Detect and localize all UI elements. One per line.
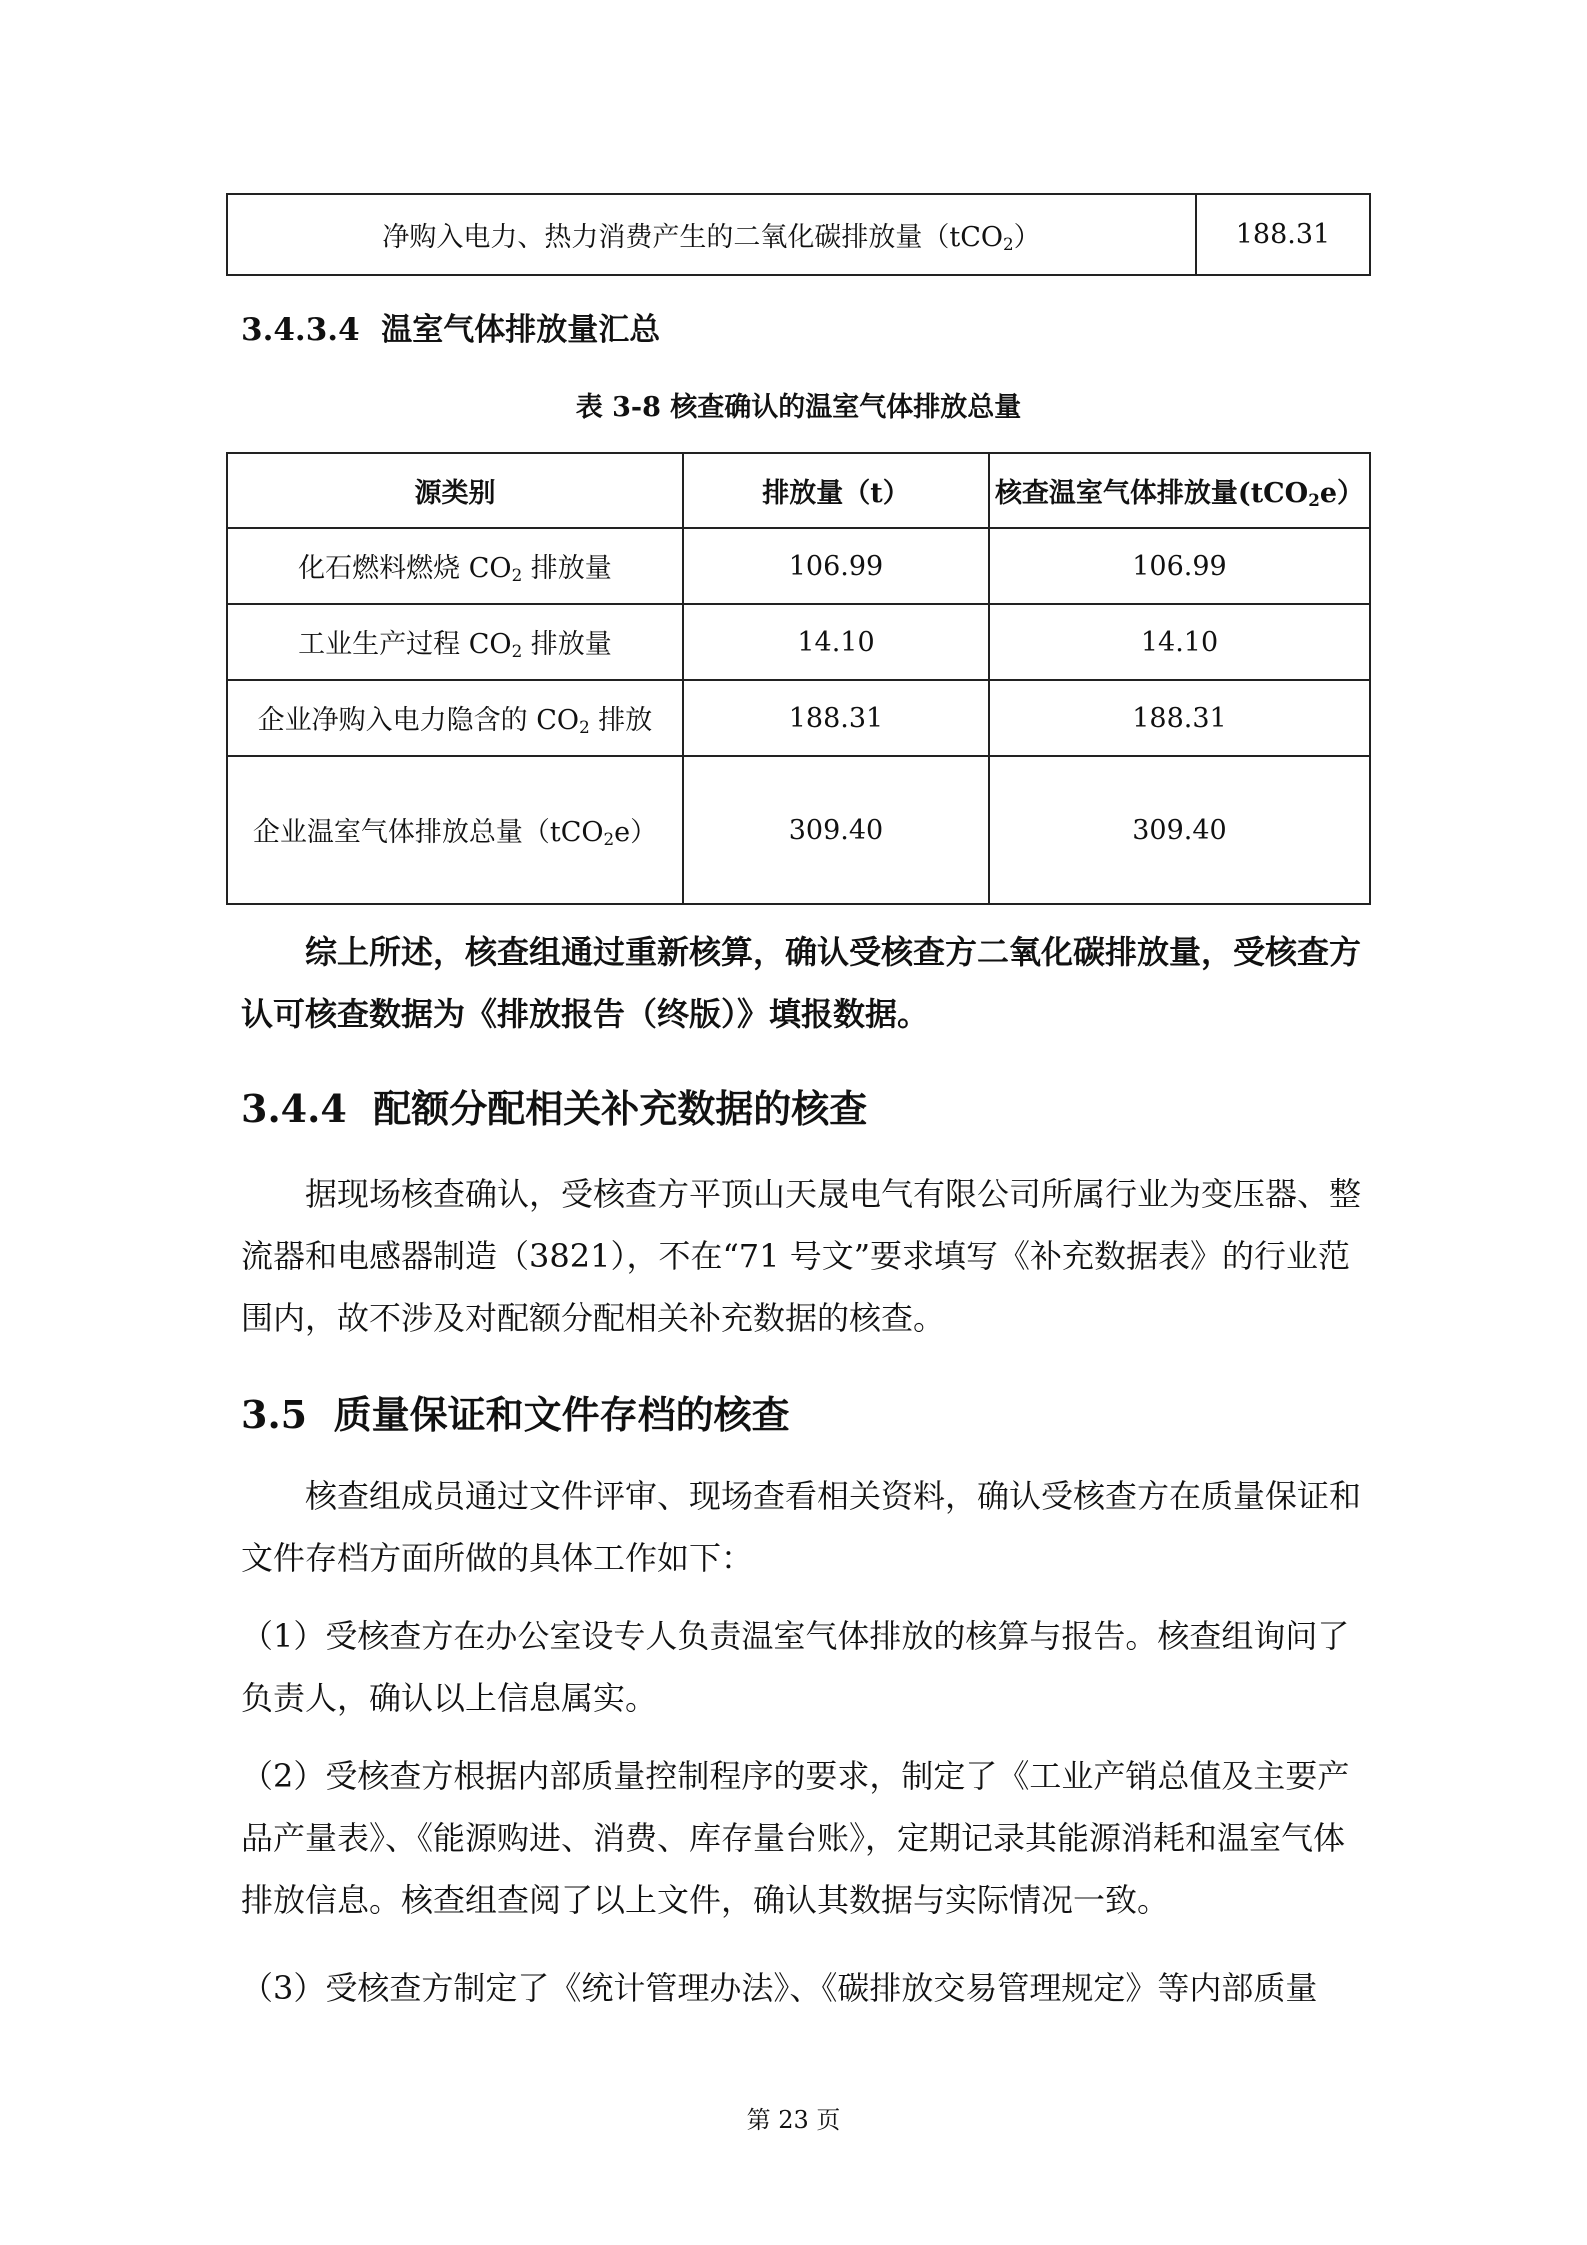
table-row <box>227 756 1370 904</box>
table-caption: 表 3-8 核查确认的温室气体排放总量 <box>575 392 1022 423</box>
list-item: （3）受核查方制定了《统计管理办法》、《碳排放交易管理规定》等内部质量 <box>241 1969 1318 2007</box>
row-verified: 188.31 <box>989 680 1370 756</box>
row-source: 化石燃料燃烧 $CO_2$ 排放量 <box>227 528 683 604</box>
list-item: （1）受核查方在办公室设专人负责温室气体排放的核算与报告。核查组询问了负责人，确认以上信息属实。 <box>241 1617 1350 1717</box>
row-verified: 106.99 <box>989 528 1370 604</box>
header-source: 源类别 <box>227 453 683 528</box>
list-item: （2）受核查方根据内部质量控制程序的要求，制定了《工业产销总值及主要产品产量表》、《能源购进、消费、库存量台账》，定期记录其能源消耗和温室气体排放信息。核查组查阅了以上文件，确认其数据与实际情况一致。 <box>241 1757 1350 1919</box>
top-table-label-cell: 净购入电力、热力消费产生的二氧化碳排放量（tCO$_2$） <box>227 194 1196 275</box>
header-verified: 核查温室气体排放量(tCO$_2$e） <box>989 453 1370 528</box>
table-row <box>227 528 1370 604</box>
row-emission: 106.99 <box>683 528 989 604</box>
row-verified: 309.40 <box>989 756 1370 904</box>
row-emission: 188.31 <box>683 680 989 756</box>
row-source: 工业生产过程 $CO_2$ 排放量 <box>227 604 683 680</box>
page-number: 23 <box>778 2106 809 2134</box>
section-344-heading: 3.4.4 配额分配相关补充数据的核查 <box>241 1086 868 1131</box>
row-emission: 309.40 <box>683 756 989 904</box>
top-table-value-cell: 188.31 <box>1196 194 1370 275</box>
row-emission: 14.10 <box>683 604 989 680</box>
row-source: 企业净购入电力隐含的 $CO_2$ 排放 <box>227 680 683 756</box>
section-344-body: 据现场核查确认，受核查方平顶山天晟电气有限公司所属行业为变压器、整流器和电感器制造（3821），不在“71 号文”要求填写《补充数据表》的行业范围内，故不涉及对配额分配相关补充数据的核查。 <box>241 1175 1362 1337</box>
row-verified: 14.10 <box>989 604 1370 680</box>
conclusion-paragraph: 综上所述，核查组通过重新核算，确认受核查方二氧化碳排放量，受核查方认可核查数据为《排放报告（终版）》填报数据。 <box>241 933 1362 1033</box>
section-35-heading: 3.5 质量保证和文件存档的核查 <box>241 1392 790 1437</box>
summary-table <box>226 452 1371 905</box>
top-table <box>226 193 1371 276</box>
table-row <box>227 680 1370 756</box>
table-row <box>227 604 1370 680</box>
page-footer: 第 23 页 <box>746 2106 841 2134</box>
header-emission: 排放量（t） <box>683 453 989 528</box>
row-source: 企业温室气体排放总量（tCO$_2$e） <box>227 756 683 904</box>
table-header-row <box>227 453 1370 528</box>
section-3434-heading: 3.4.3.4 温室气体排放量汇总 <box>241 312 661 348</box>
section-35-intro: 核查组成员通过文件评审、现场查看相关资料，确认受核查方在质量保证和文件存档方面所做的具体工作如下： <box>241 1477 1362 1577</box>
